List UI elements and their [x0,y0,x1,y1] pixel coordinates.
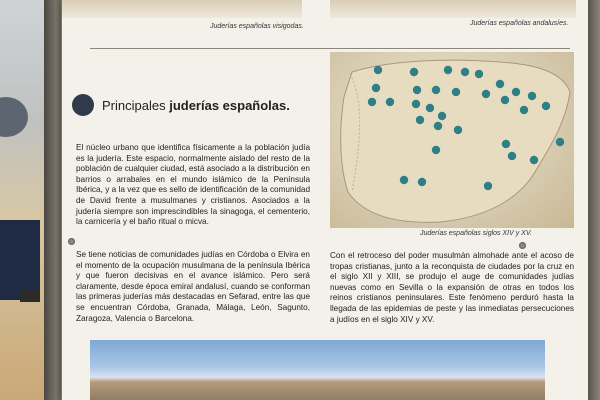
juderia-marker [432,146,440,154]
juderia-marker [432,86,440,94]
bolt-right [519,242,526,249]
paragraph-3: Con el retroceso del poder musulmán almohade ante el acoso de tropas cristianas, junto a la reconquista de ciudades por la cruz en el siglo XII y XIII, se produjo el auge de comunidades judías nuevas como en Sevilla o la expansión de otras en todos los reinos cristianos peninsulares. Este fenómeno perduró hasta la llegada de las epidemias de peste y las inmediatas persecuciones a judíos en el siglo XIV y XV. [330,251,574,324]
juderia-marker [508,152,516,160]
juderia-marker [502,140,510,148]
juderia-marker [400,176,408,184]
juderia-marker [528,92,536,100]
page-title: Principales juderías españolas. [102,97,290,113]
juderia-marker [512,88,520,96]
juderia-marker [482,90,490,98]
juderia-marker [454,126,462,134]
map-visigodas [62,0,302,18]
juderia-marker [556,138,564,146]
juderia-marker [386,98,394,106]
paragraph-1: El núcleo urbano que identifica físicamente a la población judía es la judería. Este espacio, normalmente aislado del resto de la población de cualquier ciudad, está asociado a la distribución en barrios o arrabales en el mundo islámico de la Península Ibérica, y a la vez que es sello de identificación de la comunidad de David frente a musulmanes y cristianos. Asociados a la judería siempre son imprescindibles la sinagoga, el cementerio, la carnicería y el baño ritual o micva. [76,143,310,227]
juderia-marker [426,104,434,112]
person-silhouette [0,95,40,305]
juderia-marker [444,66,452,74]
panel-frame-right [588,0,600,400]
caption-visigodas: Juderías españolas visigodas. [210,23,304,30]
juderia-marker [542,102,550,110]
section-heading [72,94,290,116]
city-photo [90,340,545,400]
paragraph-2: Se tiene noticias de comunidades judías en Córdoba o Elvira en el momento de la ocupación musulmana de la península Ibérica y que fueron decisivas en el avance islámico. Pero será claramente, desde época emiral andalusí, cuando se conforman las primeras juderías más destacadas en Sefarad, entre las que se encuentran Córdoba, Granada, Málaga, León, Sagunto, Zaragoza, Valencia o Barcelona. [76,250,310,323]
map-caption: Juderías españolas siglos XIV y XV. [420,230,532,237]
juderia-marker [368,98,376,106]
caption-andalusies: Juderías españolas andalusíes. [470,20,569,27]
juderia-marker [438,112,446,120]
juderia-marker [418,178,426,186]
juderia-marker [374,66,382,74]
juderia-marker [416,116,424,124]
juderia-marker [410,68,418,76]
heading-dot-icon [72,94,94,116]
juderia-marker [461,68,469,76]
juderia-marker [530,156,538,164]
juderia-marker [484,182,492,190]
juderia-marker [434,122,442,130]
juderia-marker [520,106,528,114]
juderia-marker [501,96,509,104]
juderia-marker [412,100,420,108]
juderia-marker [496,80,504,88]
juderia-marker [452,88,460,96]
map-andalusies [330,0,576,18]
juderia-marker [413,86,421,94]
juderia-marker [475,70,483,78]
bolt-left [68,238,75,245]
juderia-marker [372,84,380,92]
map-siglos-xiv-xv [330,52,574,228]
divider [90,48,570,49]
